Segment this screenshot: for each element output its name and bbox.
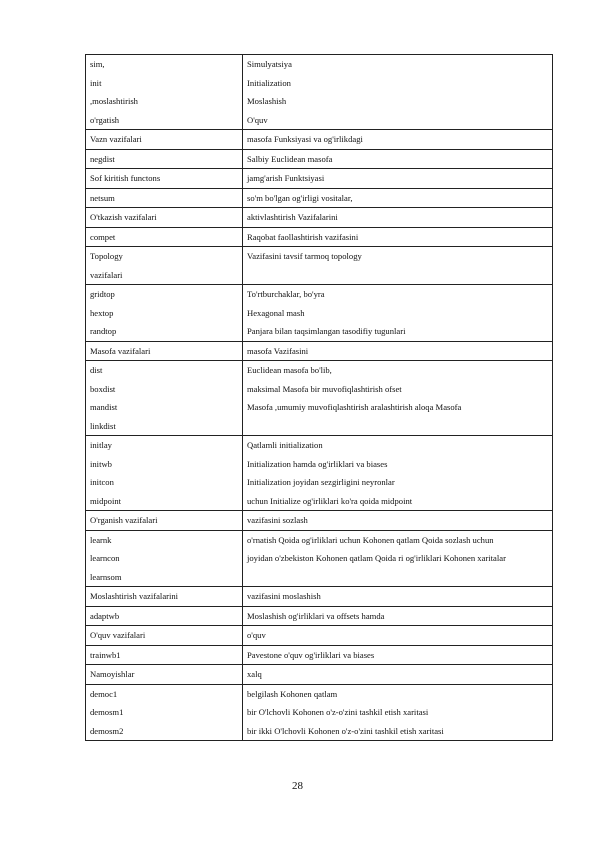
- description-cell: [243, 227, 553, 247]
- cell-line: Initialization: [247, 77, 291, 88]
- function-name-cell: [86, 169, 243, 189]
- cell-line: mandist: [90, 402, 118, 412]
- cell-line: Initialization hamda og'irliklari va biases: [247, 458, 388, 469]
- cell-line: midpoint: [90, 495, 122, 506]
- cell-line: Sof kiritish functons: [90, 173, 161, 183]
- table-row: [86, 626, 553, 646]
- description-cell: [243, 530, 553, 587]
- table-row: [86, 645, 553, 665]
- function-name-cell: [86, 626, 243, 646]
- cell-line: Hexagonal mash: [247, 307, 305, 318]
- cell-line: Qatlamli initialization: [247, 440, 323, 450]
- cell-line: adaptwb: [90, 610, 120, 621]
- description-cell: [243, 436, 553, 511]
- cell-line: Pavestone o'quv og'irliklari va biases: [247, 649, 375, 660]
- table-row: [86, 227, 553, 247]
- cell-line: randtop: [90, 326, 117, 336]
- cell-line: Simulyatsiya: [247, 59, 292, 69]
- function-table: [85, 54, 553, 741]
- cell-line: Euclidean masofa bo'lib,: [247, 365, 332, 375]
- function-name-cell: [86, 130, 243, 150]
- description-cell: [243, 587, 553, 607]
- cell-line: Moslashtirish vazifalarini: [90, 591, 179, 601]
- function-name-cell: [86, 208, 243, 228]
- cell-line: Namoyishlar: [90, 669, 135, 679]
- table-row: [86, 130, 553, 150]
- description-cell: [243, 511, 553, 531]
- table-row: [86, 530, 553, 587]
- cell-line: belgilash Kohonen qatlam: [247, 688, 338, 699]
- cell-line: so'm bo'lgan og'irligi vositalar,: [247, 192, 353, 203]
- table-body: [86, 55, 553, 741]
- cell-line: demosm1: [90, 707, 124, 717]
- cell-line: initlay: [90, 440, 112, 450]
- cell-line: Vazifasini tavsif tarmoq topology: [247, 251, 362, 261]
- cell-line: o'rgatish: [90, 114, 120, 125]
- description-cell: [243, 645, 553, 665]
- function-name-cell: [86, 645, 243, 665]
- table-row: [86, 285, 553, 342]
- table-row: [86, 587, 553, 607]
- function-name-cell: [86, 341, 243, 361]
- description-cell: [243, 208, 553, 228]
- cell-line: O'quv vazifalari: [90, 630, 146, 640]
- cell-line: compet: [90, 231, 116, 242]
- description-cell: [243, 606, 553, 626]
- cell-line: xalq: [247, 669, 262, 679]
- function-name-cell: [86, 188, 243, 208]
- cell-line: netsum: [90, 192, 115, 203]
- function-name-cell: [86, 55, 243, 130]
- cell-line: o'quv: [247, 630, 266, 640]
- cell-line: learncon: [90, 553, 120, 563]
- cell-line: dist: [90, 365, 103, 375]
- description-cell: [243, 665, 553, 685]
- cell-line: Salbiy Euclidean masofa: [247, 153, 333, 164]
- table-row: [86, 188, 553, 208]
- cell-line: Moslashish: [247, 96, 287, 106]
- description-cell: [243, 285, 553, 342]
- cell-line: To'rtburchaklar, bo'yra: [247, 289, 325, 299]
- table-row: [86, 665, 553, 685]
- cell-line: Masofa vazifalari: [90, 345, 151, 356]
- cell-line: linkdist: [90, 420, 116, 431]
- cell-line: Vazn vazifalari: [90, 134, 142, 144]
- table-row: [86, 55, 553, 130]
- function-name-cell: [86, 149, 243, 169]
- cell-line: gridtop: [90, 289, 115, 299]
- cell-line: Masofa ,umumiy muvofiqlashtirish aralashtirish aloqa Masofa: [247, 402, 462, 412]
- cell-line: O'quv: [247, 114, 268, 125]
- description-cell: [243, 169, 553, 189]
- function-name-cell: [86, 436, 243, 511]
- function-name-cell: [86, 285, 243, 342]
- table-row: [86, 149, 553, 169]
- cell-line: vazifasini sozlash: [247, 515, 308, 525]
- cell-line: negdist: [90, 153, 115, 164]
- table-row: [86, 511, 553, 531]
- cell-line: Moslashish og'irliklari va offsets hamda: [247, 610, 385, 621]
- function-name-cell: [86, 587, 243, 607]
- cell-line: sim,: [90, 59, 105, 69]
- description-cell: [243, 341, 553, 361]
- description-cell: [243, 684, 553, 741]
- cell-line: Initialization joyidan sezgirligini neyronlar: [247, 477, 395, 487]
- cell-line: bir ikki O'lchovli Kohonen o'z-o'zini tashkil etish xaritasi: [247, 725, 444, 736]
- cell-line: trainwb1: [90, 649, 121, 660]
- description-cell: [243, 361, 553, 436]
- description-cell: [243, 149, 553, 169]
- cell-line: learnsom: [90, 571, 122, 582]
- cell-line: initwb: [90, 458, 112, 469]
- cell-line: Raqobat faollashtirish vazifasini: [247, 231, 359, 242]
- function-name-cell: [86, 684, 243, 741]
- cell-line: vazifalari: [90, 269, 123, 280]
- cell-line: O'rganish vazifalari: [90, 515, 158, 525]
- table-row: [86, 341, 553, 361]
- cell-line: boxdist: [90, 383, 116, 394]
- cell-line: masofa Vazifasini: [247, 345, 309, 356]
- function-name-cell: [86, 665, 243, 685]
- cell-line: jamg'arish Funktsiyasi: [247, 173, 325, 183]
- description-cell: [243, 247, 553, 285]
- table-row: [86, 247, 553, 285]
- function-name-cell: [86, 606, 243, 626]
- cell-line: Topology: [90, 251, 123, 261]
- function-name-cell: [86, 361, 243, 436]
- cell-line: uchun Initialize og'irliklari ko'ra qoida midpoint: [247, 495, 413, 506]
- description-cell: [243, 130, 553, 150]
- cell-line: o'rnatish Qoida og'irliklari uchun Kohonen qatlam Qoida sozlash uchun: [247, 534, 494, 545]
- table-row: [86, 606, 553, 626]
- cell-line: O'tkazish vazifalari: [90, 212, 157, 222]
- table-row: [86, 361, 553, 436]
- cell-line: masofa Funksiyasi va og'irlikdagi: [247, 134, 363, 144]
- description-cell: [243, 626, 553, 646]
- cell-line: Panjara bilan taqsimlangan tasodifiy tugunlari: [247, 326, 406, 336]
- cell-line: demosm2: [90, 725, 124, 736]
- description-cell: [243, 188, 553, 208]
- table-row: [86, 684, 553, 741]
- cell-line: ,moslashtirish: [90, 96, 138, 106]
- table-row: [86, 169, 553, 189]
- table-row: [86, 208, 553, 228]
- cell-line: initcon: [90, 477, 114, 487]
- cell-line: hextop: [90, 307, 114, 318]
- cell-line: learnk: [90, 534, 112, 545]
- table-row: [86, 436, 553, 511]
- function-name-cell: [86, 530, 243, 587]
- cell-line: democ1: [90, 688, 118, 699]
- cell-line: maksimal Masofa bir muvofiqlashtirish ofset: [247, 383, 402, 394]
- cell-line: vazifasini moslashish: [247, 591, 321, 601]
- page-number: 28: [292, 780, 303, 792]
- function-name-cell: [86, 511, 243, 531]
- cell-line: bir O'lchovli Kohonen o'z-o'zini tashkil etish xaritasi: [247, 707, 429, 717]
- function-name-cell: [86, 247, 243, 285]
- cell-line: joyidan o'zbekiston Kohonen qatlam Qoida ri og'irliklari Kohonen xaritalar: [247, 553, 506, 563]
- function-name-cell: [86, 227, 243, 247]
- cell-line: init: [90, 77, 102, 88]
- cell-line: aktivlashtirish Vazifalarini: [247, 212, 338, 222]
- description-cell: [243, 55, 553, 130]
